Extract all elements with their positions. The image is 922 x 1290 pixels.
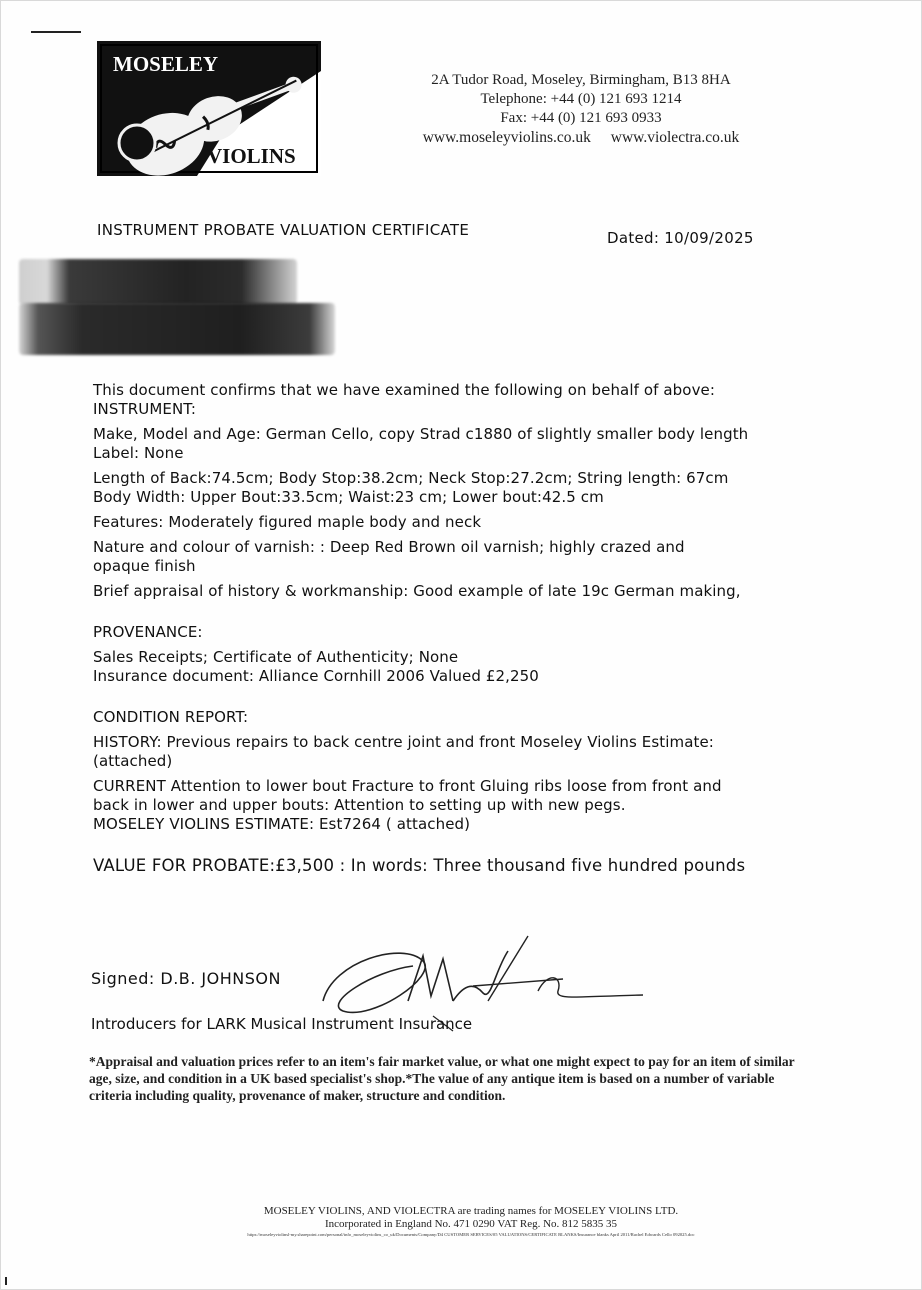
moseley-violins-logo	[97, 41, 321, 176]
introducers-text: Introducers for LARK Musical Instrument Insurance	[91, 1015, 473, 1033]
certificate-date: Dated: 10/09/2025	[607, 229, 754, 247]
website-link-violectra[interactable]: www.violectra.co.uk	[610, 129, 740, 146]
document-path: https://moseleyviolinsl-my.sharepoint.com/personal/info_moseleyviolins_co_uk/Documents/Company/D4 CUSTOMER SERVICES/05 VALUATIONS/CERTIFICATE BLANKS/Insurance blanks April 2011/Rachel Edwards Cello 092025.doc	[247, 1232, 695, 1237]
varnish-field: Nature and colour of varnish: : Deep Red Brown oil varnish; highly crazed and	[93, 538, 685, 556]
history-field: HISTORY: Previous repairs to back centre joint and front Moseley Violins Estimate:	[93, 733, 714, 751]
appraisal-field: Brief appraisal of history & workmanship: Good example of late 19c German making,	[93, 582, 741, 600]
varnish-field-continued: opaque finish	[93, 557, 196, 575]
estimate-reference: MOSELEY VIOLINS ESTIMATE: Est7264 ( attached)	[93, 815, 471, 833]
features-field: Features: Moderately figured maple body and neck	[93, 513, 482, 531]
provenance-heading: PROVENANCE:	[93, 623, 203, 641]
probate-value: VALUE FOR PROBATE:£3,500 : In words: Three thousand five hundred pounds	[93, 856, 746, 875]
redacted-address	[19, 303, 335, 355]
logo-text-moseley: MOSELEY	[113, 52, 219, 76]
logo-text-violins: VIOLINS	[207, 144, 296, 168]
certificate-body	[93, 381, 823, 875]
history-field-continued: (attached)	[93, 752, 173, 770]
company-registration: Incorporated in England No. 471 0290 VAT Reg. No. 812 5835 35	[324, 1218, 618, 1230]
label-field: Label: None	[93, 444, 184, 462]
sales-receipts: Sales Receipts; Certificate of Authenticity; None	[93, 648, 459, 666]
telephone-number: Telephone: +44 (0) 121 693 1214	[480, 91, 682, 107]
signed-by: Signed: D.B. JOHNSON	[91, 969, 281, 988]
edge-mark	[5, 1277, 7, 1285]
intro-text: This document confirms that we have examined the following on behalf of above:	[93, 381, 716, 399]
instrument-heading: INSTRUMENT:	[93, 400, 197, 418]
valuation-disclaimer: *Appraisal and valuation prices refer to an item's fair market value, or what one might expect to pay for an item of similar age, size, and condition in a UK based specialist's shop.*The value of any antique item is based on a number of variable criteria including quality, provenance of maker, structure and condition.	[89, 1054, 795, 1103]
current-condition-continued: back in lower and upper bouts: Attention to setting up with new pegs.	[93, 796, 626, 814]
redacted-name	[19, 259, 297, 305]
width-measurements: Body Width: Upper Bout:33.5cm; Waist:23 cm; Lower bout:42.5 cm	[93, 488, 604, 506]
street-address: 2A Tudor Road, Moseley, Birmingham, B13 8HA	[431, 72, 731, 88]
certificate-title: INSTRUMENT PROBATE VALUATION CERTIFICATE	[97, 221, 470, 239]
fax-number: Fax: +44 (0) 121 693 0933	[500, 110, 662, 126]
make-model-age: Make, Model and Age: German Cello, copy Strad c1880 of slightly smaller body length	[93, 425, 749, 443]
page-footer	[151, 1205, 791, 1238]
company-address	[381, 71, 781, 147]
corner-mark	[31, 31, 81, 33]
condition-heading: CONDITION REPORT:	[93, 708, 249, 726]
current-condition: CURRENT Attention to lower bout Fracture to front Gluing ribs loose from front and	[93, 777, 722, 795]
websites	[381, 128, 781, 147]
trading-names: MOSELEY VIOLINS, AND VIOLECTRA are trading names for MOSELEY VIOLINS LTD.	[263, 1205, 679, 1217]
length-measurements: Length of Back:74.5cm; Body Stop:38.2cm; Neck Stop:27.2cm; String length: 67cm	[93, 469, 729, 487]
website-link-moseley[interactable]: www.moseleyviolins.co.uk	[422, 129, 591, 146]
insurance-document: Insurance document: Alliance Cornhill 2006 Valued £2,250	[93, 667, 539, 685]
